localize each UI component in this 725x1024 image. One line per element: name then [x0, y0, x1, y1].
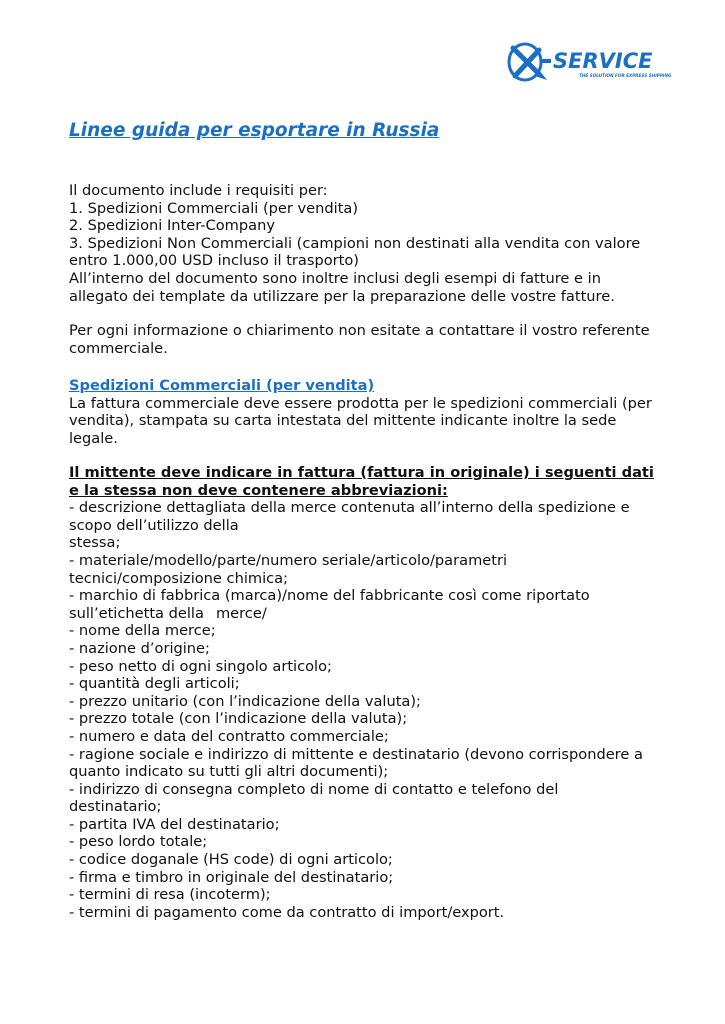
contact-line: Per ogni informazione o chiarimento non esitate a contattare il vostro referente — [69, 322, 650, 339]
contact-block — [69, 322, 669, 357]
company-logo — [505, 40, 672, 86]
list-item: sull’etichetta della — [69, 604, 204, 622]
logo-wordmark: SERVICE — [553, 49, 653, 73]
list-item: - peso netto di ogni singolo articolo; — [69, 657, 332, 675]
list-item: - nome della merce; — [69, 622, 216, 640]
list-item: stessa; — [69, 534, 121, 552]
list-item: - quantità degli articoli; — [69, 675, 240, 693]
section-commercial — [69, 377, 669, 447]
list-item: quanto indicato su tutti gli altri documenti); — [69, 763, 389, 781]
intro-line: Il documento include i requisiti per: — [69, 182, 328, 199]
list-item: - termini di pagamento come da contratto di import/export. — [69, 903, 505, 921]
list-item: - numero e data del contratto commerciale; — [69, 727, 389, 745]
section-line: vendita), stampata su carta intestata del mittente indicante inoltre la sede — [69, 412, 617, 430]
logo-tagline: THE SOLUTION FOR EXPRESS SHIPPING — [579, 73, 672, 78]
list-item: merce/ — [215, 604, 267, 622]
section-line: legale. — [69, 429, 118, 447]
list-item: - partita IVA del destinatario; — [69, 815, 280, 833]
x-service-logo-icon — [505, 40, 672, 86]
list-item: - codice doganale (HS code) di ogni articolo; — [69, 851, 393, 869]
intro-line: All’interno del documento sono inoltre inclusi degli esempi di fatture e in — [69, 269, 601, 287]
intro-line: 1. Spedizioni Commerciali (per vendita) — [69, 199, 359, 217]
list-item: - firma e timbro in originale del destinatario; — [69, 868, 394, 886]
list-item: - marchio di fabbrica (marca)/nome del fabbricante così come riportato — [69, 587, 590, 605]
list-item: - nazione d’origine; — [69, 639, 210, 657]
section-line: La fattura commerciale deve essere prodotta per le spedizioni commerciali (per — [69, 394, 652, 412]
requirements-heading: Il mittente deve indicare in fattura (fattura in originale) i seguenti dati — [69, 464, 654, 481]
document-title: Linee guida per esportare in Russia — [69, 120, 440, 141]
intro-block — [69, 182, 669, 305]
list-item: - indirizzo di consegna completo di nome di contatto e telefono del — [69, 780, 559, 798]
intro-line: 3. Spedizioni Non Commerciali (campioni non destinati alla vendita con valore — [69, 234, 641, 252]
list-item: - prezzo unitario (con l’indicazione della valuta); — [69, 692, 421, 710]
list-item: scopo dell’utilizzo della — [69, 516, 239, 534]
intro-line: 2. Spedizioni Inter-Company — [69, 217, 275, 235]
list-item: - termini di resa (incoterm); — [69, 886, 271, 904]
list-item: - prezzo totale (con l’indicazione della valuta); — [69, 710, 408, 728]
requirements-heading: e la stessa non deve contenere abbreviazioni: — [69, 481, 448, 499]
list-item: - peso lordo totale; — [69, 833, 208, 851]
list-item: - descrizione dettagliata della merce contenuta all’interno della spedizione e — [69, 499, 630, 517]
list-item: tecnici/composizione chimica; — [69, 569, 289, 587]
intro-line: allegato dei template da utilizzare per la preparazione delle vostre fatture. — [69, 287, 615, 305]
requirements-block — [69, 464, 669, 921]
list-item: - materiale/modello/parte/numero seriale/articolo/parametri — [69, 551, 508, 569]
list-item: - ragione sociale e indirizzo di mittente e destinatario (devono corrispondere a — [69, 745, 643, 763]
contact-line: commerciale. — [69, 339, 168, 357]
intro-line: entro 1.000,00 USD incluso il trasporto) — [69, 252, 360, 270]
list-item: destinatario; — [69, 798, 162, 816]
list-item-split — [69, 605, 669, 623]
section-heading: Spedizioni Commerciali (per vendita) — [69, 377, 375, 394]
